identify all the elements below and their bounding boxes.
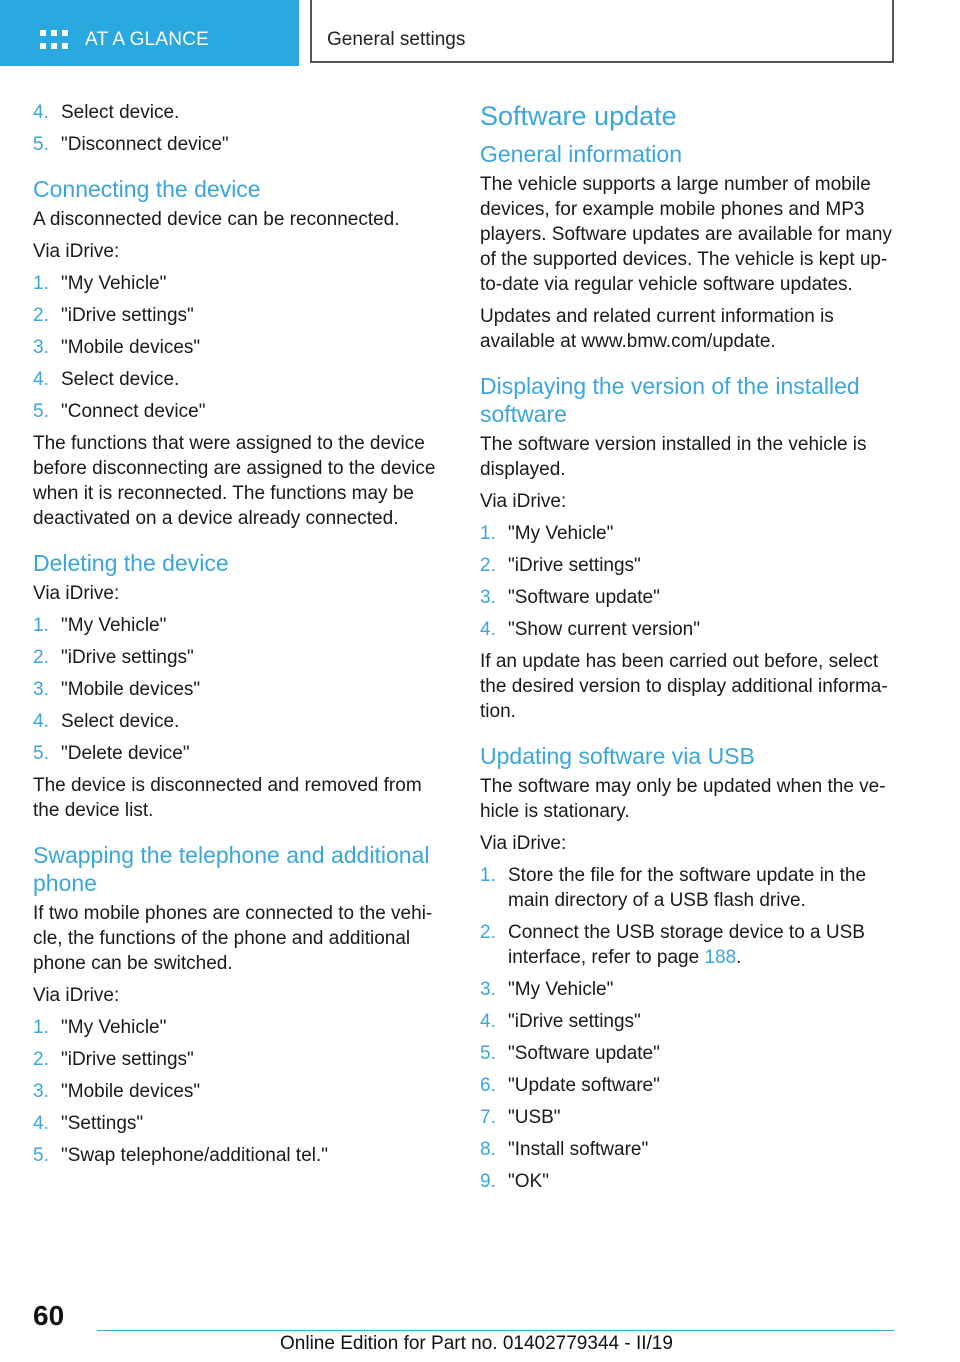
step-text: "My Vehicle" [61,615,167,636]
list-item [33,1111,443,1136]
chapter-title-box [310,0,894,63]
step-text: "iDrive settings" [508,1011,641,1032]
step-text: Select device. [61,369,180,390]
delete-heading: Deleting the device [33,550,229,576]
step-number: 2. [33,305,49,326]
connect-via: Via iDrive: [33,241,120,262]
list-item [480,1073,895,1098]
general-heading: General information [480,141,682,167]
edition-note: Online Edition for Part no. 01402779344 - II/19 [280,1333,673,1354]
step-number: 5. [33,1145,49,1166]
usb-steps [480,863,895,1194]
step-number: 7. [480,1107,496,1128]
list-item [480,1137,895,1162]
list-item [33,271,443,296]
step-number: 4. [33,102,49,123]
step-text: "iDrive settings" [508,555,641,576]
list-item [33,1143,443,1168]
swap-intro: If two mobile phones are connected to the vehicle, the functions of the phone and additional phone can be switched. [33,903,433,974]
list-item [33,100,443,125]
step-number: 3. [33,1081,49,1102]
step-text: "Connect device" [61,401,206,422]
list-item [480,1041,895,1066]
delete-steps [33,613,443,766]
list-item [480,1105,895,1130]
version-note: If an update has been carried out before, select the desired version to display additional information. [480,651,888,722]
step-text: "USB" [508,1107,561,1128]
swap-heading: Swapping the telephone and additional phone [33,842,430,896]
list-item [33,741,443,766]
step-number: 5. [480,1043,496,1064]
step-number: 6. [480,1075,496,1096]
usb-heading: Updating software via USB [480,743,755,769]
section-tab-label: AT A GLANCE [85,29,209,50]
list-item [33,399,443,424]
step-number: 1. [480,865,496,886]
disconnect-steps-continued [33,100,443,157]
step-text: "Show current version" [508,619,700,640]
list-item [480,1009,895,1034]
version-via: Via iDrive: [480,491,567,512]
delete-note: The device is disconnected and removed from the device list. [33,775,422,821]
step-number: 4. [33,1113,49,1134]
section-tab[interactable] [0,0,299,66]
version-intro: The software version installed in the vehicle is displayed. [480,434,867,480]
connect-steps [33,271,443,424]
list-item [480,977,895,1002]
step-text-end: . [736,947,742,968]
software-update-title: Software update [480,101,677,131]
list-item [33,1047,443,1072]
list-item [33,132,443,157]
page-reference-link[interactable]: 188 [704,947,737,968]
step-text: "Disconnect device" [61,134,229,155]
list-item [480,585,895,610]
step-text: "OK" [508,1171,549,1192]
general-paragraph-updates: Updates and related current information is available at www.bmw.com/update. [480,306,834,352]
step-text: "Settings" [61,1113,144,1134]
step-text: "Delete device" [61,743,190,764]
list-item [33,303,443,328]
list-item [480,521,895,546]
list-item [33,709,443,734]
general-paragraph: The vehicle supports a large number of mobile devices, for example mobile phones and MP3 players. Software updates are available for many of the supported devices. The vehicle is kept up-to-date via regular vehicle software updates. [480,174,892,295]
list-item [33,335,443,360]
step-number: 5. [33,134,49,155]
footer-divider [97,1330,894,1331]
left-column [33,100,443,1175]
swap-steps [33,1015,443,1168]
step-number: 1. [33,1017,49,1038]
list-item [33,645,443,670]
step-text: "Software update" [508,1043,660,1064]
page-header [0,0,960,66]
step-text: Select device. [61,102,180,123]
step-text: "My Vehicle" [61,1017,167,1038]
list-item [33,367,443,392]
step-number: 5. [33,401,49,422]
step-text: "My Vehicle" [508,979,614,1000]
step-number: 5. [33,743,49,764]
step-text: "Update software" [508,1075,660,1096]
step-text: Connect the USB storage device to a USB interface, refer to page [508,922,865,968]
step-number: 2. [480,922,496,943]
chapter-title: General settings [327,29,466,50]
step-text: Select device. [61,711,180,732]
step-text: "Software update" [508,587,660,608]
list-item [480,617,895,642]
connect-heading: Connecting the device [33,176,261,202]
right-column [480,100,895,1201]
step-number: 3. [480,979,496,1000]
step-number: 3. [33,679,49,700]
list-item [33,1015,443,1040]
step-number: 2. [480,555,496,576]
step-text: "Mobile devices" [61,679,201,700]
grid-icon [40,30,68,52]
step-number: 9. [480,1171,496,1192]
step-number: 4. [33,369,49,390]
step-number: 4. [33,711,49,732]
step-text: "My Vehicle" [508,523,614,544]
step-number: 4. [480,619,496,640]
step-number: 8. [480,1139,496,1160]
step-number: 2. [33,1049,49,1070]
version-steps [480,521,895,642]
swap-via: Via iDrive: [33,985,120,1006]
list-item [480,553,895,578]
step-text: "iDrive settings" [61,1049,194,1070]
step-text: "iDrive settings" [61,305,194,326]
step-text: "Swap telephone/additional tel." [61,1145,329,1166]
step-text: "Mobile devices" [61,337,201,358]
step-text: "Mobile devices" [61,1081,201,1102]
list-item [480,1169,895,1194]
step-number: 1. [480,523,496,544]
list-item [480,863,895,913]
list-item [33,1079,443,1104]
delete-via: Via iDrive: [33,583,120,604]
usb-intro: The software may only be updated when the vehicle is stationary. [480,776,886,822]
connect-note: The functions that were assigned to the device before disconnecting are assigned to the device when it is reconnected. The functions may be deactivated on a device already connected. [33,433,436,529]
step-number: 3. [33,337,49,358]
version-heading: Displaying the version of the installed software [480,373,860,427]
step-text: Store the file for the software update in the main directory of a USB flash drive. [508,865,867,911]
step-number: 2. [33,647,49,668]
step-text: "Install software" [508,1139,649,1160]
step-number: 3. [480,587,496,608]
usb-via: Via iDrive: [480,833,567,854]
list-item [480,920,895,970]
list-item [33,613,443,638]
step-number: 1. [33,615,49,636]
step-number: 1. [33,273,49,294]
list-item [33,677,443,702]
connect-intro: A disconnected device can be reconnected. [33,209,400,230]
step-text: "My Vehicle" [61,273,167,294]
step-text: "iDrive settings" [61,647,194,668]
step-number: 4. [480,1011,496,1032]
page-number: 60 [33,1300,65,1331]
